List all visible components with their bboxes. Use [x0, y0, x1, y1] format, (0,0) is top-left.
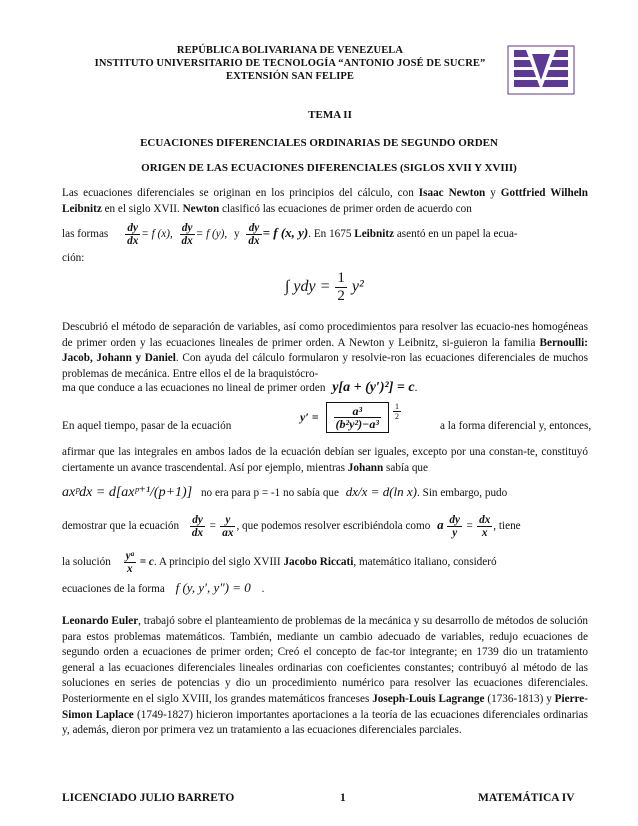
iutajs-logo: [506, 40, 576, 100]
tema-label: TEMA II: [308, 109, 352, 121]
leibniz-integral-formula: ∫ ydy = $\frac{1}{2}$ y²: [285, 270, 364, 304]
solucion-line: la solución $\frac{\text{yᵃ}}{x}$ = c. A principio del siglo XVIII Jacobo Riccati, matemático italiano, consideró: [62, 550, 497, 575]
footer-author: LICENCIADO JULIO BARRETO: [62, 792, 235, 804]
forma-diferencial-text: a la forma diferencial y, entonces,: [440, 420, 592, 432]
institution-line-2: INSTITUTO UNIVERSITARIO DE TECNOLOGÍA “ANTONIO JOSÉ DE SUCRE”: [94, 58, 486, 69]
brachistochrone-derivative-formula: y′ = $\frac{\text{a³}}{\text{(b²y²)−a³}}$ $\frac{1}{2}$: [300, 402, 399, 431]
riccati-form-line: ecuaciones de la forma f (y, y′, y″) = 0 .: [62, 580, 265, 595]
ecuacion-continued: ción:: [62, 252, 85, 264]
demostrar-line: demostrar que la ecuación $\frac{dy}{dx}$ = $\frac{y}{ax}$ , que podemos resolver escribiéndola como a $\frac{dy}{y}$ = $\frac{dx}{x}$ , tiene: [62, 514, 521, 539]
paragraph-euler: Leonardo Euler, trabajó sobre el planteamiento de problemas de la mecánica y su desarrollo de métodos de solución para estos problemas matemáticos. También, mediante un cambio adecuado de variables, redujo ecuaciones de segundo orden a ecuaciones de primer orden; Creó el concepto de fac-tor integrante; en 1739 dio un tratamiento general a las ecuaciones diferenciales lineales ordinarias con coeficientes constantes; contribuyó al método de las soluciones en series de potencias y dio un procedimiento numérico para resolver las ecuaciones diferenciales. Posteriormente en el siglo XVIII, los grandes matemáticos franceses Joseph-Louis Lagrange (1736-1813) y Pierre-Simon Laplace (1749-1827) hicieron importantes aportaciones a la teoría de las ecuaciones diferenciales ordinarias y, además, dieron por primera vez un tratamiento a las ecuaciones diferenciales parciales.: [62, 615, 589, 737]
paragraph-integrals: afirmar que las integrales en ambos lados de la ecuación debían ser iguales, excepto por una constan-te, constituyó ciertamente un avance trascendental. Así por ejemplo, mientras Johann sabía que: [62, 446, 588, 474]
paragraph-origins: Las ecuaciones diferenciales se originan en los principios del cálculo, con Isaac Newton y Gottfried Wilheln Leibnitz en el siglo XVII. Newton clasificó las ecuaciones de primer orden de acuerdo con: [62, 187, 588, 215]
page-number: 1: [340, 792, 346, 804]
ecuacion-line: En aquel tiempo, pasar de la ecuación: [62, 420, 232, 432]
paragraph-bernoulli: Descubrió el método de separación de variables, así como procedimientos para resolver las ecuacio-nes homogéneas de primer orden y las ecuaciones lineales de primer orden. A Newton y Leibnitz, si-guieron la familia Bernoulli: Jacob, Johann y Daniel. Con ayuda del cálculo formularon y resolvie-ron las ecuaciones diferenciales de muchos problemas de mecánica. Entre ellos el de la braquistócro-: [62, 321, 588, 380]
braquistocrona-line: ma que conduce a las ecuaciones no lineal de primer orden y[a + (y′)²] = c.: [62, 380, 418, 395]
sub-title: ORIGEN DE LAS ECUACIONES DIFERENCIALES (SIGLOS XVII Y XVIII): [141, 162, 517, 174]
institution-line-1: REPÚBLICA BOLIVARIANA DE VENEZUELA: [176, 45, 404, 56]
main-title: ECUACIONES DIFERENCIALES ORDINARIAS DE SEGUNDO ORDEN: [140, 137, 498, 149]
institution-line-3: EXTENSIÓN SAN FELIPE: [225, 71, 355, 82]
formas-line: las formas $\frac{dy}{dx}$ = f (x), $\frac{dy}{dx}$ = f (y), y $\frac{dy}{dx}$ = f (x, y). En 1675 Leibnitz asentó en un papel la ecua-: [62, 222, 518, 247]
footer-course: MATEMÁTICA IV: [478, 792, 575, 804]
johann-equation-line: axᵖdx = d[axᵖ⁺¹/(p+1)] no era para p = -1 no sabía que dx/x = d(ln x). Sin embargo, pudo: [62, 484, 508, 500]
